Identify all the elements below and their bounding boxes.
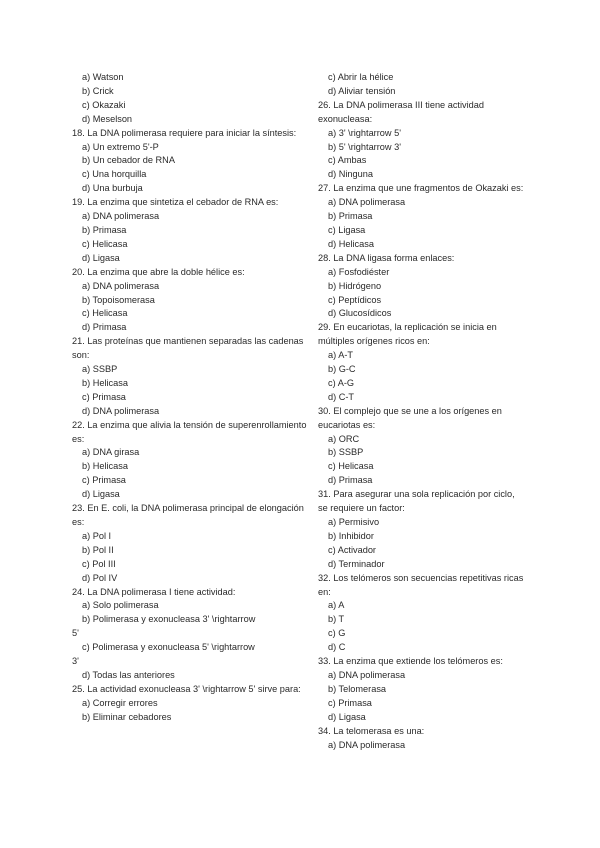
- answer-option: d) Helicasa: [328, 238, 374, 249]
- answer-option: d) Glucosídicos: [328, 308, 392, 319]
- answer-option: d) Ligasa: [82, 489, 120, 500]
- question-text: 18. La DNA polimerasa requiere para iniciar la síntesis:: [72, 127, 297, 138]
- answer-option: d) Todas las anteriores: [82, 669, 175, 680]
- answer-option: a) A-T: [328, 350, 354, 361]
- answer-option: d) Terminador: [328, 558, 385, 569]
- question-text: 27. La enzima que une fragmentos de Okazaki es:: [318, 183, 524, 194]
- question-text: 5': [72, 628, 79, 639]
- answer-option: b) Un cebador de RNA: [82, 155, 175, 166]
- answer-option: a) DNA polimerasa: [328, 197, 406, 208]
- question-text: 29. En eucariotas, la replicación se inicia en múltiples orígenes ricos en:: [318, 322, 500, 347]
- answer-option: a) Solo polimerasa: [82, 600, 159, 611]
- answer-option: d) Ligasa: [82, 252, 120, 263]
- answer-option: c) Primasa: [328, 697, 372, 708]
- question-text: 25. La actividad exonucleasa 3' \rightarrow 5' sirve para:: [72, 683, 301, 694]
- answer-option: a) DNA polimerasa: [328, 669, 406, 680]
- answer-option: a) Fosfodiéster: [328, 266, 390, 277]
- answer-option: d) Primasa: [328, 475, 373, 486]
- question-text: 28. La DNA ligasa forma enlaces:: [318, 252, 455, 263]
- answer-option: c) Polimerasa y exonucleasa 5' \rightarrow: [82, 642, 255, 653]
- answer-option: c) Okazaki: [82, 99, 126, 110]
- question-text: 30. El complejo que se une a los orígenes en eucariotas es:: [318, 405, 505, 430]
- answer-option: c) Primasa: [82, 475, 126, 486]
- answer-option: b) Polimerasa y exonucleasa 3' \rightarrow: [82, 614, 256, 625]
- answer-option: a) 3' \rightarrow 5': [328, 127, 401, 138]
- question-text: 22. La enzima que alivia la tensión de superenrollamiento es:: [72, 419, 309, 444]
- answer-option: b) Helicasa: [82, 461, 128, 472]
- answer-option: a) Pol I: [82, 530, 112, 541]
- answer-option: a) DNA polimerasa: [82, 211, 160, 222]
- answer-option: d) Una burbuja: [82, 183, 143, 194]
- answer-option: c) Abrir la hélice: [328, 72, 394, 82]
- answer-option: b) Crick: [82, 85, 114, 96]
- question-text: 34. La telomerasa es una:: [318, 725, 425, 736]
- answer-option: b) Hidrógeno: [328, 280, 382, 291]
- question-text: 21. Las proteínas que mantienen separadas las cadenas son:: [72, 336, 306, 361]
- answer-option: b) SSBP: [328, 447, 364, 458]
- question-text: 23. En E. coli, la DNA polimerasa principal de elongación es:: [72, 503, 307, 527]
- answer-option: c) Ligasa: [328, 224, 366, 235]
- question-text: 26. La DNA polimerasa III tiene actividad exonucleasa:: [318, 99, 487, 124]
- question-text: 3': [72, 656, 79, 667]
- answer-option: a) Un extremo 5'-P: [82, 141, 159, 152]
- answer-option: b) Pol II: [82, 544, 114, 555]
- answer-option: c) A-G: [328, 377, 355, 388]
- answer-option: b) Telomerasa: [328, 683, 387, 694]
- question-text: 20. La enzima que abre la doble hélice es:: [72, 266, 245, 277]
- answer-option: c) Ambas: [328, 155, 367, 166]
- right-column: [318, 71, 524, 752]
- answer-option: b) Topoisomerasa: [82, 294, 155, 305]
- answer-option: a) Watson: [82, 72, 124, 82]
- answer-option: b) Inhibidor: [328, 530, 374, 541]
- question-text: 24. La DNA polimerasa I tiene actividad:: [72, 586, 236, 597]
- answer-option: c) Activador: [328, 544, 376, 555]
- answer-option: b) Primasa: [82, 224, 127, 235]
- answer-option: c) Helicasa: [82, 308, 128, 319]
- answer-option: c) Una horquilla: [82, 169, 147, 180]
- answer-option: a) A: [328, 600, 345, 611]
- question-text: 33. La enzima que extiende los telómeros es:: [318, 656, 503, 667]
- answer-option: a) DNA polimerasa: [82, 280, 160, 291]
- answer-option: b) G-C: [328, 364, 356, 375]
- answer-option: d) Primasa: [82, 322, 127, 333]
- answer-option: b) T: [328, 614, 345, 625]
- question-text: 31. Para asegurar una sola replicación por ciclo, se requiere un factor:: [318, 489, 518, 514]
- question-text: 32. Los telómeros son secuencias repetitivas ricas en:: [318, 572, 526, 597]
- question-text: 19. La enzima que sintetiza el cebador de RNA es:: [72, 197, 279, 208]
- answer-option: c) Pol III: [82, 558, 116, 569]
- answer-option: d) Ligasa: [328, 711, 366, 722]
- answer-option: d) Meselson: [82, 113, 133, 124]
- answer-option: a) ORC: [328, 433, 360, 444]
- answer-option: d) C: [328, 642, 346, 653]
- answer-option: d) C-T: [328, 391, 355, 402]
- answer-option: c) Primasa: [82, 391, 126, 402]
- answer-option: a) Corregir errores: [82, 697, 158, 708]
- answer-option: a) DNA girasa: [82, 447, 140, 458]
- answer-option: c) Peptídicos: [328, 294, 382, 305]
- answer-option: c) G: [328, 628, 346, 639]
- left-column: [72, 71, 318, 725]
- answer-option: d) Pol IV: [82, 572, 118, 583]
- answer-option: d) Aliviar tensión: [328, 85, 396, 96]
- answer-option: d) DNA polimerasa: [82, 405, 160, 416]
- answer-option: c) Helicasa: [82, 238, 128, 249]
- answer-option: b) Primasa: [328, 211, 373, 222]
- answer-option: b) Eliminar cebadores: [82, 711, 172, 722]
- answer-option: b) Helicasa: [82, 377, 128, 388]
- answer-option: c) Helicasa: [328, 461, 374, 472]
- answer-option: a) DNA polimerasa: [328, 739, 406, 750]
- answer-option: a) SSBP: [82, 364, 118, 375]
- answer-option: b) 5' \rightarrow 3': [328, 141, 401, 152]
- answer-option: d) Ninguna: [328, 169, 373, 180]
- answer-option: a) Permisivo: [328, 517, 380, 527]
